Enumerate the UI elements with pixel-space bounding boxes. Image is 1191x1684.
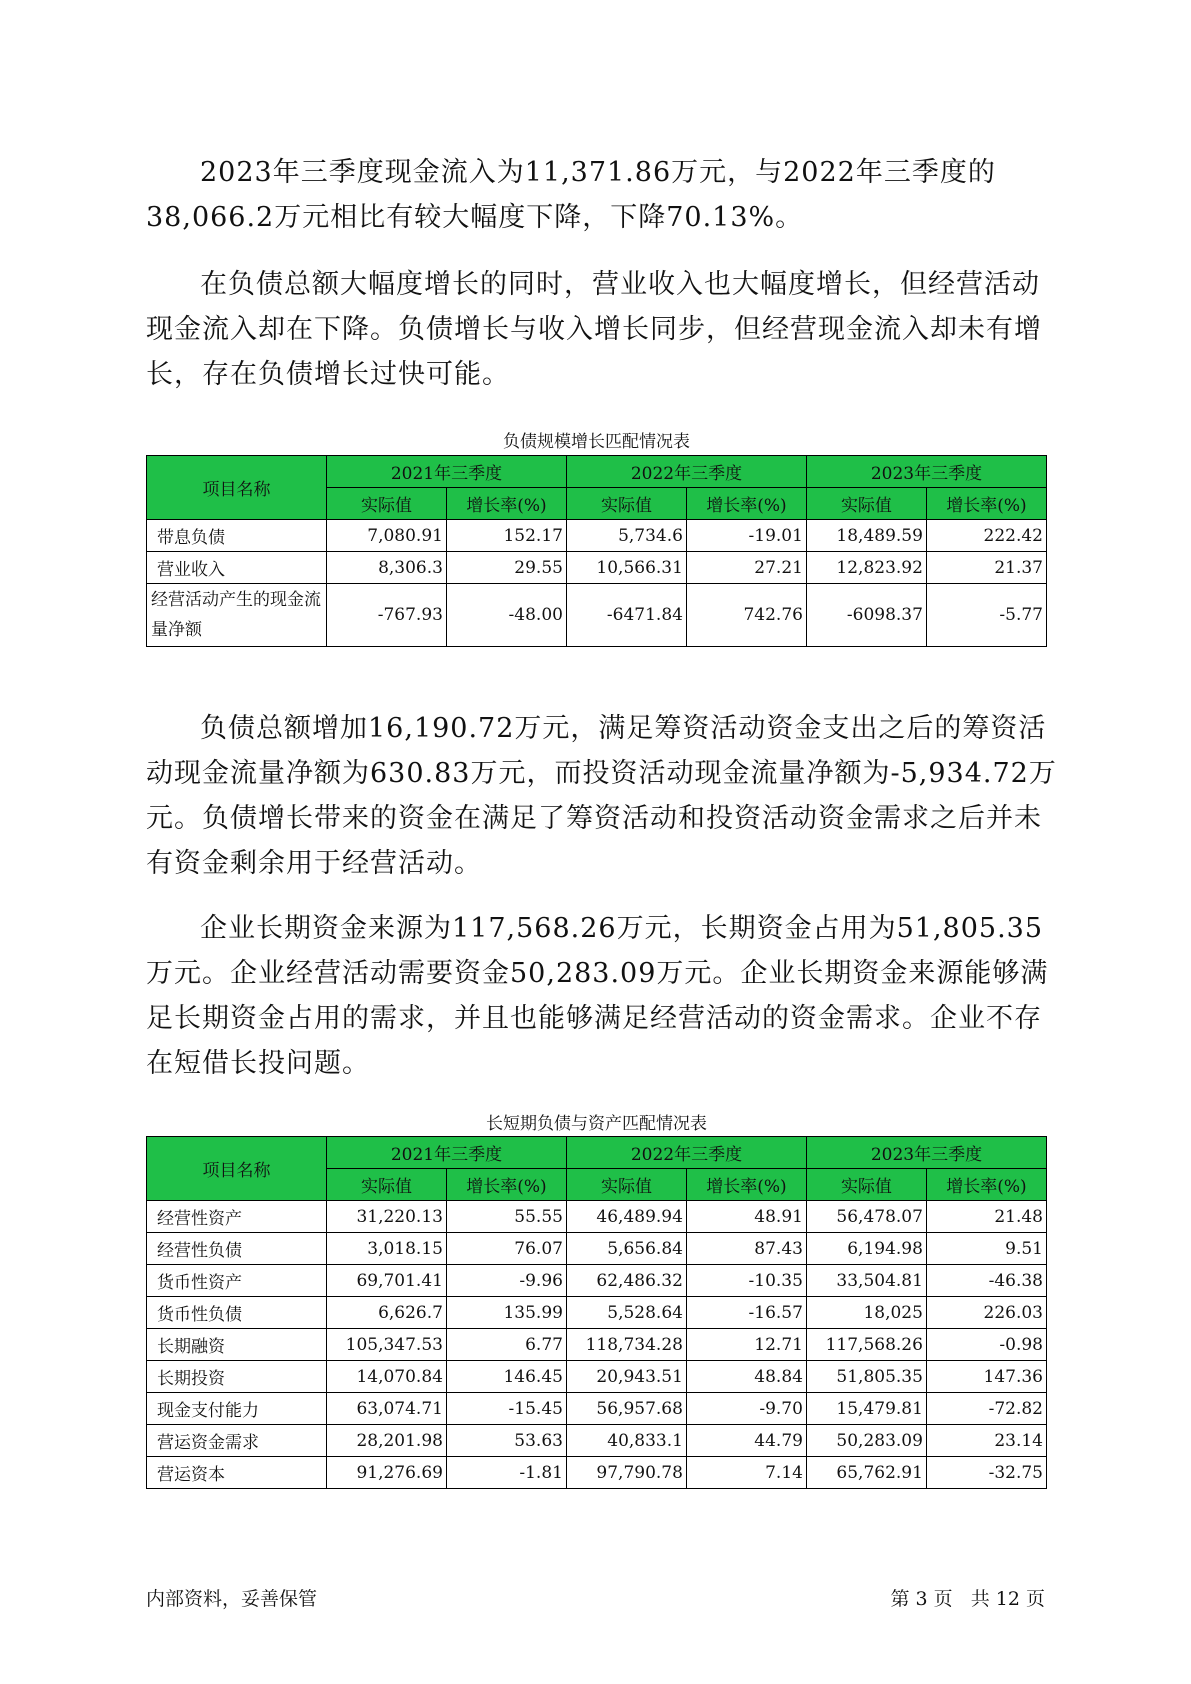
header-period: 2023年三季度 <box>806 1137 1046 1169</box>
cell-growth-rate: 21.48 <box>926 1201 1046 1233</box>
cell-actual-value: 6,194.98 <box>806 1233 926 1265</box>
header-period: 2022年三季度 <box>566 456 806 488</box>
footer-page-number: 第 3 页 共 12 页 <box>890 1588 1045 1610</box>
cell-actual-value: 5,528.64 <box>566 1297 686 1329</box>
header-growth: 增长率(%) <box>446 1169 566 1201</box>
cell-growth-rate: -9.96 <box>446 1265 566 1297</box>
cell-actual-value: 18,489.59 <box>806 520 926 552</box>
cell-growth-rate: 76.07 <box>446 1233 566 1265</box>
row-item-name: 货币性资产 <box>147 1265 327 1297</box>
cell-actual-value: 12,823.92 <box>806 552 926 584</box>
cell-growth-rate: 27.21 <box>686 552 806 584</box>
cell-growth-rate: 44.79 <box>686 1425 806 1457</box>
row-item-name: 带息负债 <box>147 520 327 552</box>
cell-actual-value: 31,220.13 <box>326 1201 446 1233</box>
cell-actual-value: 33,504.81 <box>806 1265 926 1297</box>
cell-actual-value: 63,074.71 <box>326 1393 446 1425</box>
table-row <box>147 552 1047 584</box>
header-period: 2022年三季度 <box>566 1137 806 1169</box>
cell-growth-rate: 7.14 <box>686 1457 806 1489</box>
table-row <box>147 1457 1047 1489</box>
cell-growth-rate: -9.70 <box>686 1393 806 1425</box>
asset-liability-matching-table <box>146 1136 1047 1489</box>
cell-actual-value: 40,833.1 <box>566 1425 686 1457</box>
cell-growth-rate: 222.42 <box>926 520 1046 552</box>
row-item-name: 现金支付能力 <box>147 1393 327 1425</box>
cell-actual-value: 62,486.32 <box>566 1265 686 1297</box>
cell-growth-rate: -32.75 <box>926 1457 1046 1489</box>
cell-growth-rate: 87.43 <box>686 1233 806 1265</box>
cell-growth-rate: -46.38 <box>926 1265 1046 1297</box>
cell-actual-value: 105,347.53 <box>326 1329 446 1361</box>
cell-growth-rate: 226.03 <box>926 1297 1046 1329</box>
cell-growth-rate: 23.14 <box>926 1425 1046 1457</box>
cell-actual-value: 18,025 <box>806 1297 926 1329</box>
header-actual: 实际值 <box>326 1169 446 1201</box>
row-item-name: 营运资本 <box>147 1457 327 1489</box>
header-growth: 增长率(%) <box>926 488 1046 520</box>
cell-actual-value: 10,566.31 <box>566 552 686 584</box>
cell-growth-rate: 6.77 <box>446 1329 566 1361</box>
header-period: 2021年三季度 <box>326 1137 566 1169</box>
table-row <box>147 1393 1047 1425</box>
cell-actual-value: 8,306.3 <box>326 552 446 584</box>
table-row <box>147 1297 1047 1329</box>
cell-growth-rate: 48.84 <box>686 1361 806 1393</box>
cell-actual-value: 118,734.28 <box>566 1329 686 1361</box>
paragraph-long-term-funds: 企业长期资金来源为117,568.26万元，长期资金占用为51,805.35万元。企业经营活动需要资金50,283.09万元。企业长期资金来源能够满足长期资金占用的需求，并且也能够满足经营活动的资金需求。企业不存在短借长投问题。 <box>146 913 1049 1079</box>
paragraph-debt-growth: 在负债总额大幅度增长的同时，营业收入也大幅度增长，但经营活动现金流入却在下降。负债增长与收入增长同步，但经营现金流入却未有增长，存在负债增长过快可能。 <box>146 269 1042 390</box>
cell-actual-value: 20,943.51 <box>566 1361 686 1393</box>
table-row <box>147 584 1047 647</box>
cell-growth-rate: 146.45 <box>446 1361 566 1393</box>
row-item-name: 经营性资产 <box>147 1201 327 1233</box>
cell-actual-value: 97,790.78 <box>566 1457 686 1489</box>
cell-actual-value: 6,626.7 <box>326 1297 446 1329</box>
cell-actual-value: 65,762.91 <box>806 1457 926 1489</box>
cell-growth-rate: 29.55 <box>446 552 566 584</box>
cell-growth-rate: 48.91 <box>686 1201 806 1233</box>
header-growth: 增长率(%) <box>446 488 566 520</box>
table-row <box>147 1233 1047 1265</box>
row-item-name: 经营活动产生的现金流量净额 <box>147 584 327 647</box>
cell-growth-rate: 9.51 <box>926 1233 1046 1265</box>
cell-actual-value: 46,489.94 <box>566 1201 686 1233</box>
cell-growth-rate: -10.35 <box>686 1265 806 1297</box>
row-item-name: 营运资金需求 <box>147 1425 327 1457</box>
cell-actual-value: 91,276.69 <box>326 1457 446 1489</box>
debt-growth-table <box>146 455 1047 647</box>
cell-actual-value: 7,080.91 <box>326 520 446 552</box>
cell-actual-value: 28,201.98 <box>326 1425 446 1457</box>
cell-growth-rate: -19.01 <box>686 520 806 552</box>
table1-caption: 负债规模增长匹配情况表 <box>503 432 690 452</box>
cell-actual-value: 69,701.41 <box>326 1265 446 1297</box>
table-row <box>147 520 1047 552</box>
header-actual: 实际值 <box>326 488 446 520</box>
paragraph-cash-inflow: 2023年三季度现金流入为11,371.86万元，与2022年三季度的38,066.2万元相比有较大幅度下降，下降70.13%。 <box>146 157 996 233</box>
cell-growth-rate: -72.82 <box>926 1393 1046 1425</box>
table-row <box>147 1329 1047 1361</box>
header-growth: 增长率(%) <box>686 1169 806 1201</box>
cell-actual-value: 56,478.07 <box>806 1201 926 1233</box>
row-item-name: 经营性负债 <box>147 1233 327 1265</box>
header-item-name: 项目名称 <box>147 1137 327 1201</box>
header-actual: 实际值 <box>806 488 926 520</box>
header-period: 2023年三季度 <box>806 456 1046 488</box>
cell-actual-value: 117,568.26 <box>806 1329 926 1361</box>
row-item-name: 货币性负债 <box>147 1297 327 1329</box>
header-actual: 实际值 <box>806 1169 926 1201</box>
table2-caption: 长短期负债与资产匹配情况表 <box>486 1114 707 1134</box>
cell-growth-rate: 152.17 <box>446 520 566 552</box>
cell-growth-rate: 55.55 <box>446 1201 566 1233</box>
cell-growth-rate: 135.99 <box>446 1297 566 1329</box>
header-growth: 增长率(%) <box>926 1169 1046 1201</box>
cell-growth-rate: -16.57 <box>686 1297 806 1329</box>
header-item-name: 项目名称 <box>147 456 327 520</box>
cell-actual-value: -6098.37 <box>806 584 926 647</box>
paragraph-financing: 负债总额增加16,190.72万元，满足筹资活动资金支出之后的筹资活动现金流量净额为630.83万元，而投资活动现金流量净额为-5,934.72万元。负债增长带来的资金在满足了筹资活动和投资活动资金需求之后并未有资金剩余用于经营活动。 <box>146 713 1057 879</box>
cell-growth-rate: 53.63 <box>446 1425 566 1457</box>
cell-actual-value: 5,734.6 <box>566 520 686 552</box>
cell-growth-rate: -5.77 <box>926 584 1046 647</box>
cell-actual-value: 50,283.09 <box>806 1425 926 1457</box>
table-row <box>147 1265 1047 1297</box>
header-actual: 实际值 <box>566 488 686 520</box>
cell-actual-value: -6471.84 <box>566 584 686 647</box>
row-item-name: 营业收入 <box>147 552 327 584</box>
cell-growth-rate: -15.45 <box>446 1393 566 1425</box>
cell-growth-rate: -48.00 <box>446 584 566 647</box>
cell-actual-value: 51,805.35 <box>806 1361 926 1393</box>
footer-confidential-note: 内部资料，妥善保管 <box>146 1588 318 1610</box>
table-row <box>147 1201 1047 1233</box>
header-period: 2021年三季度 <box>326 456 566 488</box>
cell-actual-value: 15,479.81 <box>806 1393 926 1425</box>
cell-growth-rate: -1.81 <box>446 1457 566 1489</box>
cell-growth-rate: 742.76 <box>686 584 806 647</box>
cell-actual-value: -767.93 <box>326 584 446 647</box>
header-actual: 实际值 <box>566 1169 686 1201</box>
cell-growth-rate: 12.71 <box>686 1329 806 1361</box>
cell-growth-rate: 147.36 <box>926 1361 1046 1393</box>
row-item-name: 长期融资 <box>147 1329 327 1361</box>
cell-growth-rate: -0.98 <box>926 1329 1046 1361</box>
cell-growth-rate: 21.37 <box>926 552 1046 584</box>
header-growth: 增长率(%) <box>686 488 806 520</box>
table-row <box>147 1361 1047 1393</box>
cell-actual-value: 14,070.84 <box>326 1361 446 1393</box>
cell-actual-value: 3,018.15 <box>326 1233 446 1265</box>
table-row <box>147 1425 1047 1457</box>
cell-actual-value: 56,957.68 <box>566 1393 686 1425</box>
cell-actual-value: 5,656.84 <box>566 1233 686 1265</box>
row-item-name: 长期投资 <box>147 1361 327 1393</box>
